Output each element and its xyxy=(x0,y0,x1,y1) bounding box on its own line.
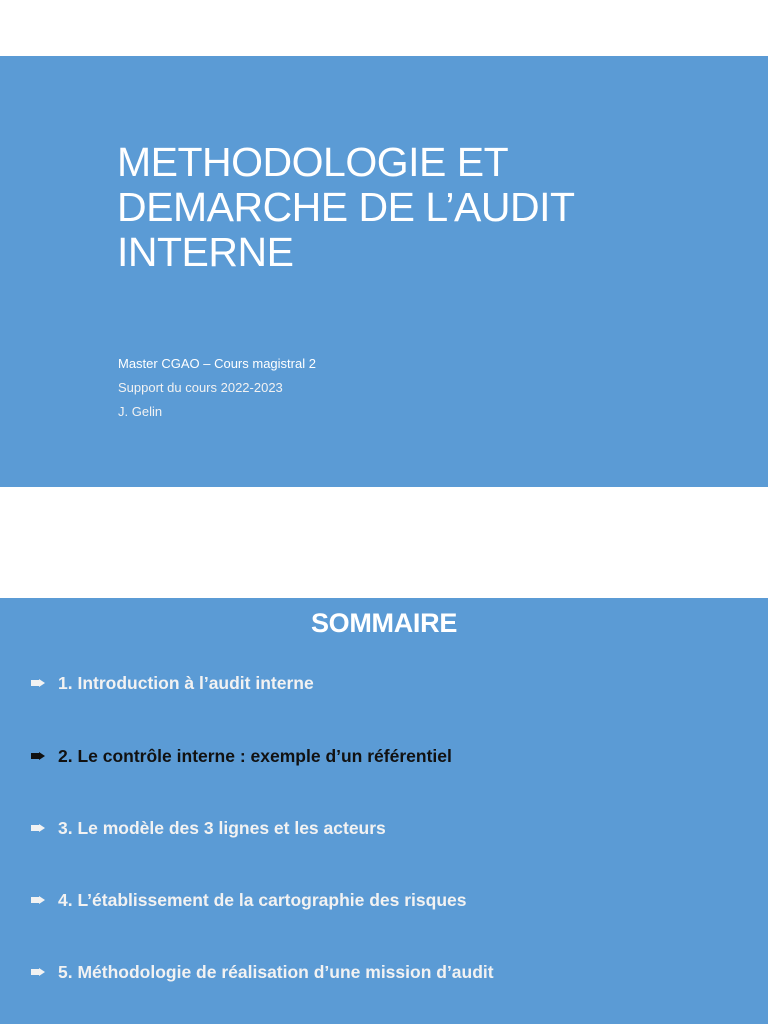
toc-item-label: 2. Le contrôle interne : exemple d’un référentiel xyxy=(58,745,452,766)
title-line: DEMARCHE DE L’AUDIT xyxy=(117,184,575,230)
toc-item-current xyxy=(30,743,452,769)
pointing-hand-icon xyxy=(30,751,50,761)
course-year: Support du cours 2022-2023 xyxy=(118,380,283,395)
toc-item-label: 5. Méthodologie de réalisation d’une mission d’audit xyxy=(58,961,494,982)
title-line: INTERNE xyxy=(117,229,294,275)
author-name: J. Gelin xyxy=(118,404,163,419)
toc-item-label: 4. L’établissement de la cartographie des risques xyxy=(58,889,467,910)
summary-slide xyxy=(0,598,768,1024)
pointing-hand-icon xyxy=(30,678,50,688)
pointing-hand-icon xyxy=(30,895,50,905)
summary-title: SOMMAIRE xyxy=(310,608,458,638)
title-line: METHODOLOGIE ET xyxy=(117,139,509,185)
toc-item xyxy=(30,959,494,985)
course-name: Master CGAO – Cours magistral 2 xyxy=(118,356,316,371)
toc-item-label: 1. Introduction à l’audit interne xyxy=(58,672,314,693)
toc-item xyxy=(30,670,314,696)
subtitle-block xyxy=(118,352,618,424)
pointing-hand-icon xyxy=(30,823,50,833)
toc-item-label: 3. Le modèle des 3 lignes et les acteurs xyxy=(58,817,386,838)
pointing-hand-icon xyxy=(30,967,50,977)
title-slide xyxy=(0,56,768,487)
presentation-title xyxy=(117,140,717,275)
toc-item xyxy=(30,887,467,913)
toc-item xyxy=(30,815,386,841)
table-of-contents xyxy=(0,598,768,1024)
